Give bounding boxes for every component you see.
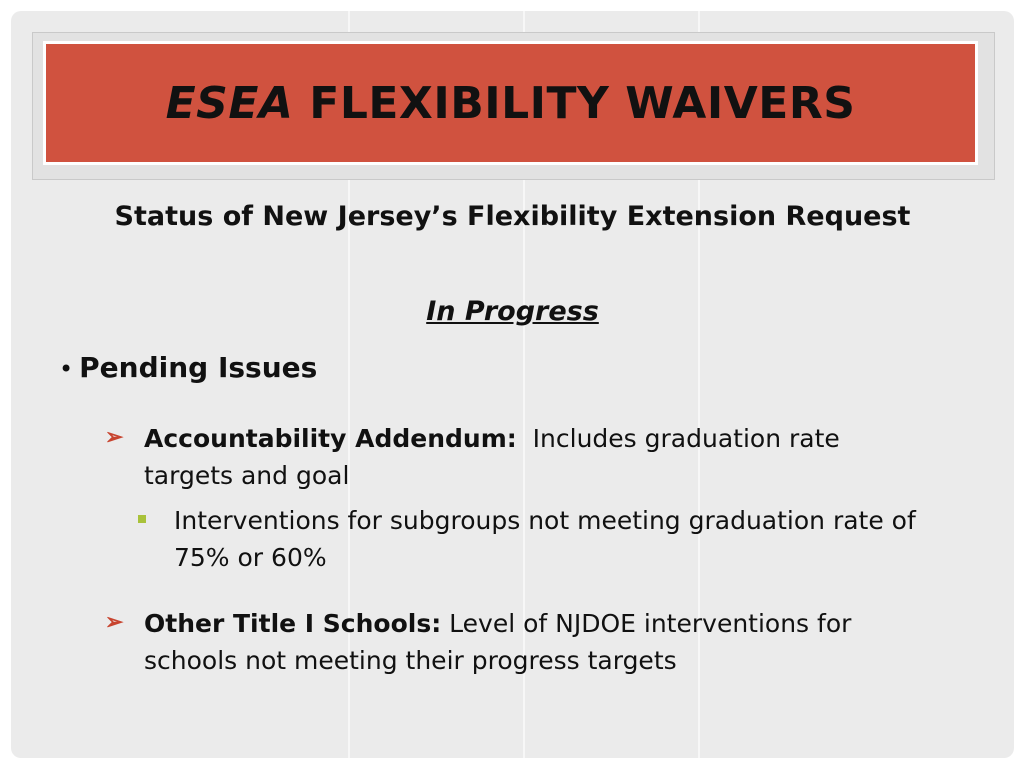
sub-list-item: Interventions for subgroups not meeting graduation rate of 75% or 60%: [174, 506, 916, 572]
item-text: Level of NJDOE interventions for schools not meeting their progress targets: [144, 609, 860, 675]
title-italic: ESEA: [165, 77, 294, 129]
title-rest: FLEXIBILITY WAIVERS: [293, 77, 856, 129]
item-label: Other Title I Schools:: [144, 609, 442, 638]
status-heading: In Progress: [426, 296, 599, 327]
pending-issues-bullet: [59, 351, 317, 384]
slide-subtitle: Status of New Jersey’s Flexibility Extension Request: [114, 201, 911, 232]
title-bar: [43, 41, 978, 165]
item-label: Accountability Addendum:: [144, 424, 517, 453]
slide-title: [166, 78, 856, 129]
list-item: [144, 605, 924, 679]
bullet-dot-icon: •: [59, 355, 74, 383]
slide: [11, 11, 1014, 758]
pending-issues-label: Pending Issues: [79, 351, 318, 384]
item-text: Includes graduation rate targets and goal: [144, 424, 848, 490]
arrow-bullet-icon: ➢: [105, 424, 124, 449]
list-item: [144, 420, 904, 494]
square-bullet-icon: [138, 515, 146, 523]
arrow-bullet-icon: ➢: [105, 609, 124, 634]
